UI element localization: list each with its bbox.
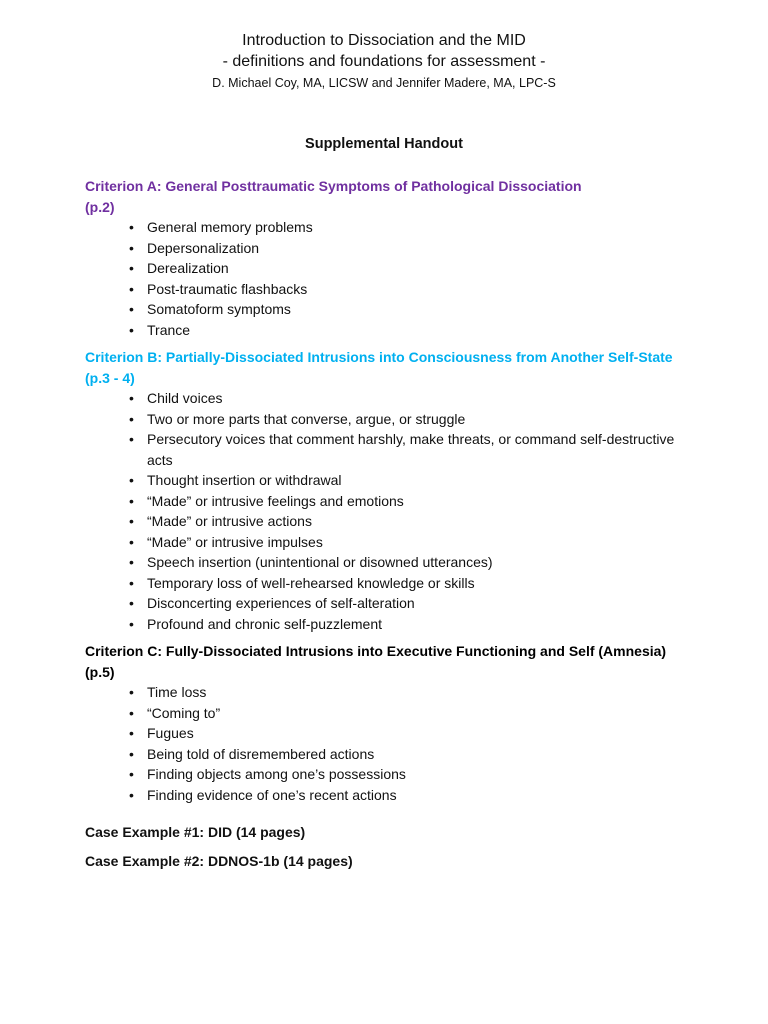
list-item: • Time loss bbox=[129, 682, 685, 703]
criterion-c-heading-text: Criterion C: Fully-Dissociated Intrusions into Executive Functioning and Self (Amnesia) bbox=[85, 643, 667, 659]
list-item: • Post-traumatic flashbacks bbox=[129, 279, 685, 300]
list-item: • Fugues bbox=[129, 723, 685, 744]
criterion-a-list bbox=[85, 217, 685, 340]
list-item: • Persecutory voices that comment harshly, make threats, or command self-destructive acts bbox=[129, 429, 685, 470]
case-example-1: Case Example #1: DID (14 pages) bbox=[85, 824, 306, 840]
criterion-a-page-ref: (p.2) bbox=[85, 198, 115, 215]
list-item: • “Made” or intrusive feelings and emotions bbox=[129, 491, 685, 512]
list-item: • “Coming to” bbox=[129, 703, 685, 724]
list-item: • Speech insertion (unintentional or disowned utterances) bbox=[129, 552, 685, 573]
document-subtitle: - definitions and foundations for assessment - bbox=[222, 53, 546, 70]
case-example-2: Case Example #2: DDNOS-1b (14 pages) bbox=[85, 852, 353, 869]
document-authors: D. Michael Coy, MA, LICSW and Jennifer Madere, MA, LPC-S bbox=[212, 76, 556, 90]
criterion-a-heading-text: Criterion A: General Posttraumatic Symptoms of Pathological Dissociation bbox=[85, 178, 582, 194]
criterion-b-list bbox=[85, 388, 685, 634]
criterion-c-page-ref: (p.5) bbox=[85, 663, 115, 680]
criterion-c-heading bbox=[85, 641, 685, 682]
criterion-a-heading bbox=[85, 176, 685, 217]
list-item: • Depersonalization bbox=[129, 238, 685, 259]
criterion-b-section bbox=[85, 347, 685, 634]
list-item: • Trance bbox=[129, 320, 685, 341]
document-header bbox=[0, 30, 768, 92]
criterion-a-section bbox=[85, 176, 685, 340]
criterion-c-list bbox=[85, 682, 685, 805]
list-item: • General memory problems bbox=[129, 217, 685, 238]
list-item: • Finding objects among one’s possessions bbox=[129, 764, 685, 785]
list-item: • Child voices bbox=[129, 388, 685, 409]
list-item: • Being told of disremembered actions bbox=[129, 744, 685, 765]
document-title: Introduction to Dissociation and the MID bbox=[242, 32, 526, 49]
list-item: • Disconcerting experiences of self-alteration bbox=[129, 593, 685, 614]
criterion-b-page-ref: (p.3 - 4) bbox=[85, 369, 135, 386]
supplemental-handout-title: Supplemental Handout bbox=[305, 136, 463, 152]
criterion-c-section bbox=[85, 641, 685, 805]
list-item: • Profound and chronic self-puzzlement bbox=[129, 614, 685, 635]
criterion-b-heading bbox=[85, 347, 685, 388]
list-item: • Derealization bbox=[129, 258, 685, 279]
handout-body bbox=[85, 176, 685, 871]
list-item: • Thought insertion or withdrawal bbox=[129, 470, 685, 491]
list-item: • “Made” or intrusive actions bbox=[129, 511, 685, 532]
list-item: • Finding evidence of one’s recent actions bbox=[129, 785, 685, 806]
list-item: • Two or more parts that converse, argue, or struggle bbox=[129, 409, 685, 430]
list-item: • Temporary loss of well-rehearsed knowledge or skills bbox=[129, 573, 685, 594]
list-item: • Somatoform symptoms bbox=[129, 299, 685, 320]
list-item: • “Made” or intrusive impulses bbox=[129, 532, 685, 553]
criterion-b-heading-text: Criterion B: Partially-Dissociated Intrusions into Consciousness from Another Self-State bbox=[85, 349, 673, 365]
